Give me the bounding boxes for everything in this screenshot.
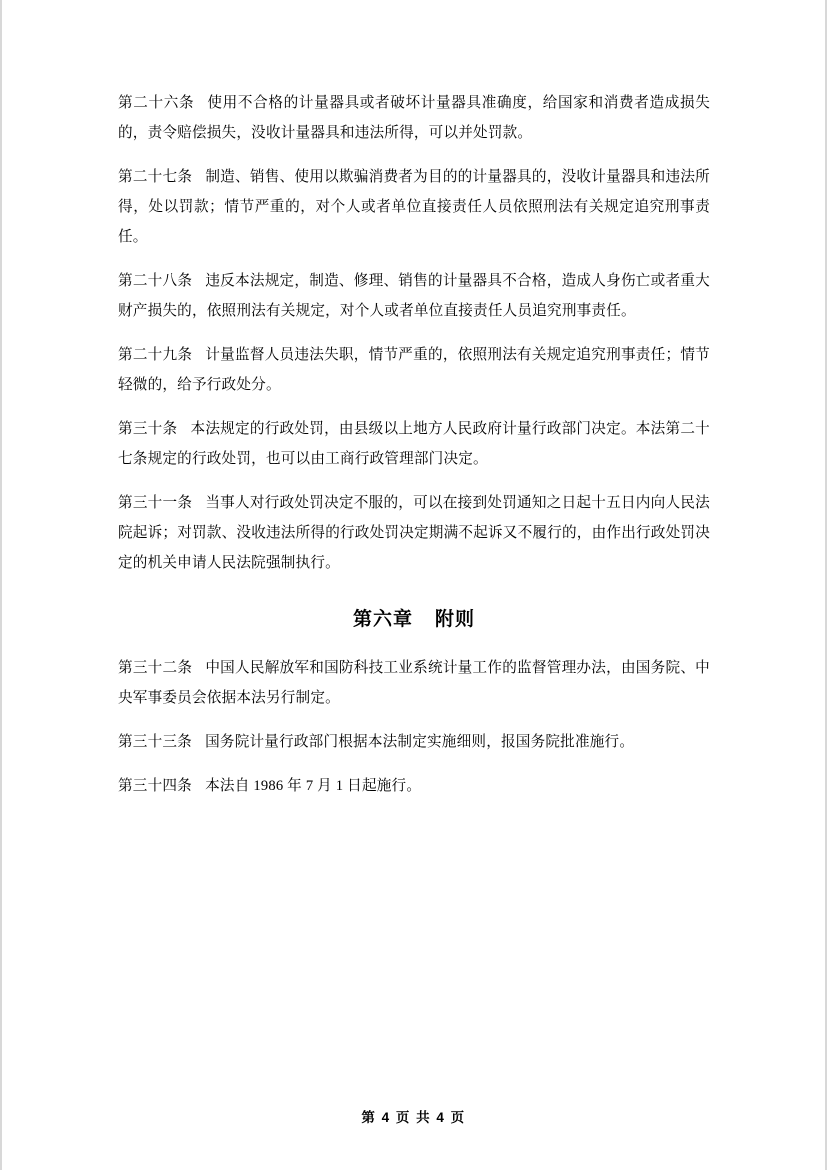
article-paragraph	[118, 771, 710, 801]
article-paragraph	[118, 488, 710, 578]
article-text: 国务院计量行政部门根据本法制定实施细则，报国务院批准施行。	[205, 734, 635, 750]
article-number: 第三十条	[118, 421, 178, 437]
article-paragraph	[118, 266, 710, 326]
article-paragraph	[118, 727, 710, 757]
article-number: 第三十三条	[118, 734, 192, 750]
article-text: 本法规定的行政处罚，由县级以上地方人民政府计量行政部门决定。本法第二十七条规定的行政处罚，也可以由工商行政管理部门决定。	[118, 421, 710, 467]
chapter-heading	[118, 604, 710, 631]
article-number: 第二十七条	[118, 169, 193, 185]
article-number: 第二十九条	[118, 347, 193, 363]
chapter-title: 附则	[435, 609, 476, 630]
article-text: 制造、销售、使用以欺骗消费者为目的的计量器具的，没收计量器具和违法所得，处以罚款；情节严重的，对个人或者单位直接责任人员依照刑法有关规定追究刑事责任。	[118, 169, 710, 245]
page-footer: 第 4 页 共 4 页	[361, 1110, 466, 1125]
article-text: 当事人对行政处罚决定不服的，可以在接到处罚通知之日起十五日内向人民法院起诉；对罚款、没收违法所得的行政处罚决定期满不起诉又不履行的，由作出行政处罚决定的机关申请人民法院强制执行。	[118, 495, 710, 571]
article-text: 中国人民解放军和国防科技工业系统计量工作的监督管理办法，由国务院、中央军事委员会依据本法另行制定。	[118, 660, 710, 706]
page-edge-left	[0, 0, 2, 1170]
article-text: 使用不合格的计量器具或者破坏计量器具准确度，给国家和消费者造成损失的，责令赔偿损失，没收计量器具和违法所得，可以并处罚款。	[118, 95, 710, 141]
article-paragraph	[118, 162, 710, 252]
article-number: 第二十六条	[118, 95, 195, 111]
article-text: 计量监督人员违法失职，情节严重的，依照刑法有关规定追究刑事责任；情节轻微的，给予行政处分。	[118, 347, 710, 393]
article-number: 第三十二条	[118, 660, 193, 676]
article-paragraph	[118, 340, 710, 400]
article-text: 违反本法规定，制造、修理、销售的计量器具不合格，造成人身伤亡或者重大财产损失的，依照刑法有关规定，对个人或者单位直接责任人员追究刑事责任。	[118, 273, 710, 319]
article-paragraph	[118, 414, 710, 474]
article-number: 第二十八条	[118, 273, 193, 289]
article-number: 第三十一条	[118, 495, 193, 511]
article-paragraph	[118, 653, 710, 713]
article-number: 第三十四条	[118, 778, 192, 794]
article-text: 本法自 1986 年 7 月 1 日起施行。	[205, 778, 422, 794]
document-body	[118, 88, 710, 815]
article-paragraph	[118, 88, 710, 148]
chapter-number: 第六章	[352, 609, 413, 630]
